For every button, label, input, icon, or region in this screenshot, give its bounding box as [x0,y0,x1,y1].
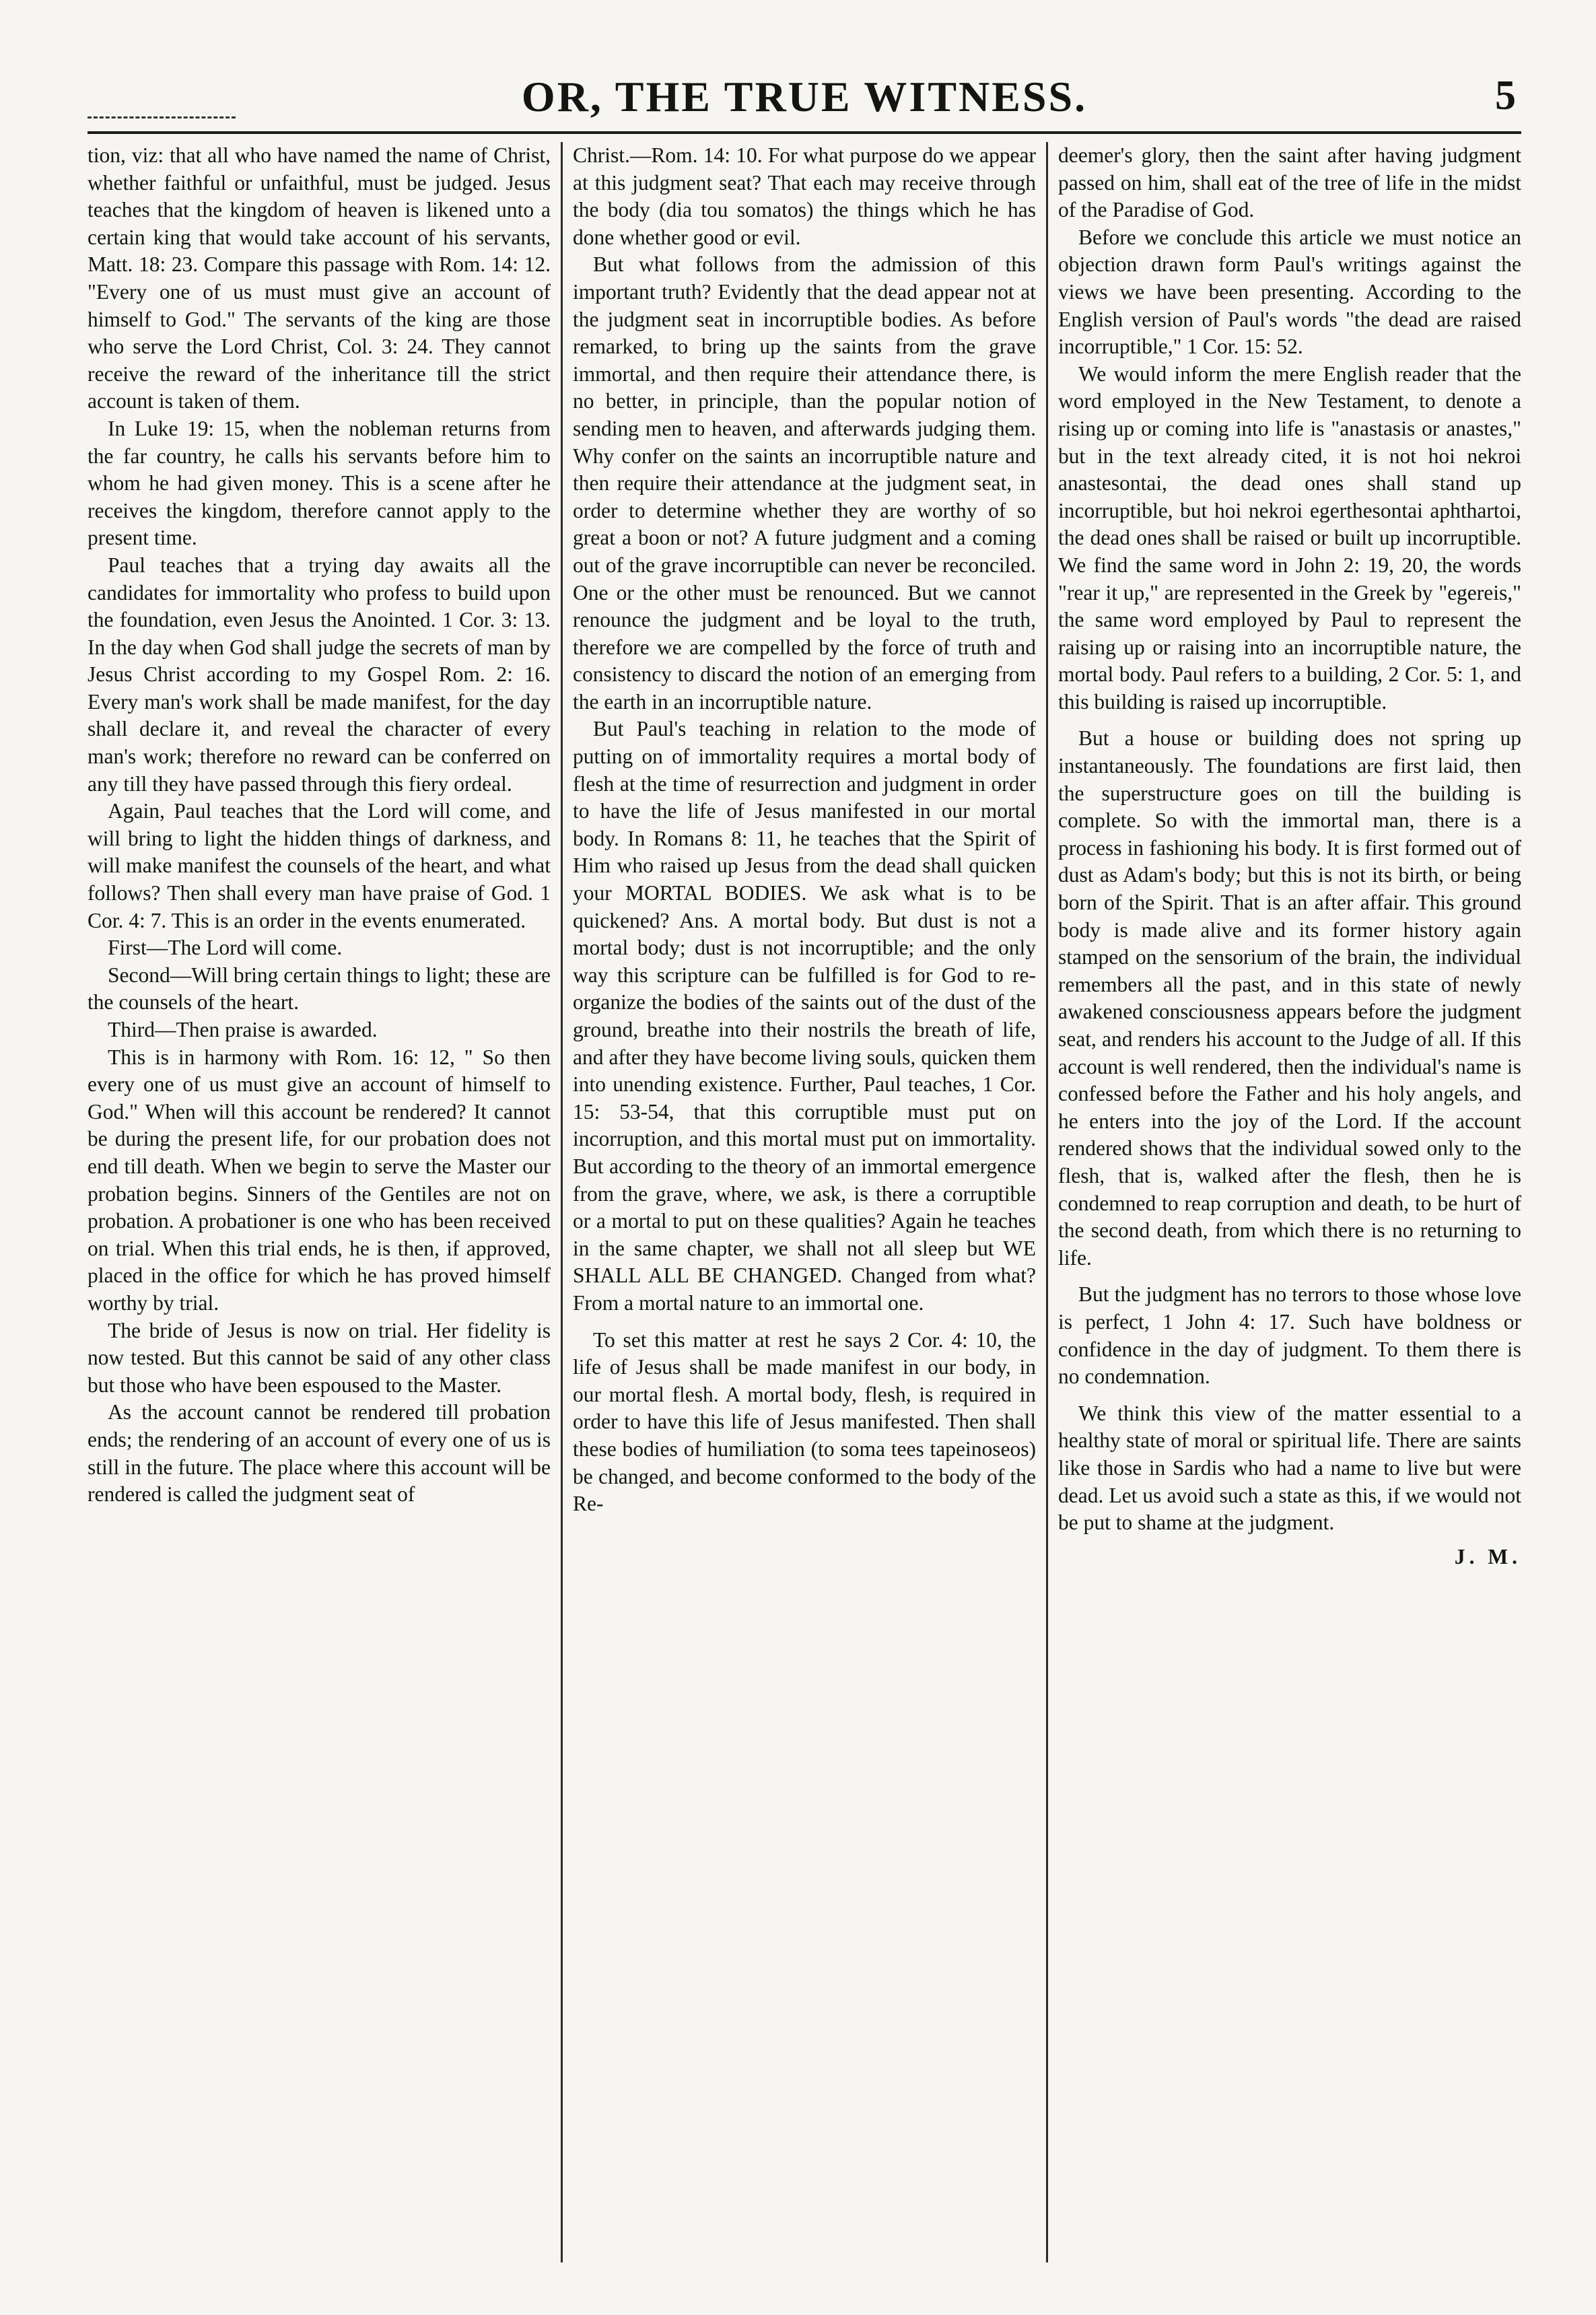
running-title: OR, THE TRUE WITNESS. [521,73,1088,120]
paragraph: In Luke 19: 15, when the nobleman returns from the far country, he calls his servants before him to whom he had given money. This is a scene after he receives the kingdom, therefore cannot apply to the present time. [88,416,551,550]
column-3 [1058,142,1521,2269]
text-columns [88,142,1521,2269]
paragraph: deemer's glory, then the saint after having judgment passed on him, shall eat of the tree of life in the midst of the Paradise of God. [1058,143,1521,222]
paragraph: Third—Then praise is awarded. [108,1018,378,1041]
paragraph: Second—Will bring certain things to light; these are the counsels of the heart. [88,963,551,1014]
paragraph: We think this view of the matter essential to a healthy state of moral or spiritual life. There are saints like those in Sardis who had a name to live but were dead. Let us avoid such a state as this, if we would not be put to shame at the judgment. [1058,1401,1521,1535]
column-1 [88,142,551,2269]
paragraph: Christ.—Rom. 14: 10. For what purpose do we appear at this judgment seat? That each may receive through the body (dia tou somatos) the things which he has done whether good or evil. [573,143,1036,249]
newspaper-page [88,64,1521,2272]
paragraph: The bride of Jesus is now on trial. Her fidelity is now tested. But this cannot be said of any other class but those who have been espoused to the Master. [88,1318,551,1397]
column-rule [1046,142,1048,2262]
paragraph: But Paul's teaching in relation to the mode of putting on of immortality requires a mortal body of flesh at the time of resurrection and judgment in order to have the life of Jesus manifested in our mortal body. In Romans 8: 11, he teaches that the Spirit of Him who raised up Jesus from the dead shall quicken your MORTAL BODIES. We ask what is to be quickened? Ans. A mortal body. But dust is not a mortal body; dust is not incorruptible; and the only way this scripture can be fulfilled is for God to re-organize the bodies of the saints out of the dust of the ground, breathe into their nostrils the breath of life, and after they have become living souls, quicken them into unending existence. Further, Paul teaches, 1 Cor. 15: 53-54, that this corruptible must put on incorruption, and this mortal must put on immortality. But according to the theory of an immortal emergence from the grave, where, we ask, is there a corruptible or a mortal to put on these qualities? Again he teaches in the same chapter, we shall not all sleep but WE SHALL ALL BE CHANGED. Changed from what? From a mortal nature to an immortal one. [573,717,1036,1315]
paragraph: tion, viz: that all who have named the name of Christ, whether faithful or unfaithful, must be judged. Jesus teaches that the kingdom of heaven is likened unto a certain king that would take account of his servants, Matt. 18: 23. Compare this passage with Rom. 14: 12. "Every one of us must must give an account of himself to God." The servants of the king are those who serve the Lord Christ, Col. 3: 24. They cannot receive the reward of the inheritance till the strict account is taken of them. [88,143,551,413]
paragraph: As the account cannot be rendered till probation ends; the rendering of an account of every one of us is still in the future. The place where this account will be rendered is called the judgment seat of [88,1400,551,1507]
column-2 [573,142,1036,2269]
paragraph: To set this matter at rest he says 2 Cor. 4: 10, the life of Jesus shall be made manifest in our body, in our mortal flesh. A mortal body, flesh, is required in order to have this life of Jesus manifested. Then shall these bodies of humiliation (to soma tees tapeinoseos) be changed, and become conformed to the body of the Re- [573,1327,1036,1516]
paragraph: But a house or building does not spring up instantaneously. The foundations are first laid, then the superstructure goes on till the building is complete. So with the immortal man, there is a process in fashioning his body. It is first formed out of dust as Adam's body; but this is not its birth, or being born of the Spirit. That is an after affair. This ground body is made alive and its former history again stamped on the sensorium of the brain, the individual remembers all the past, and in this state of newly awakened consciousness appears before the judgment seat, and renders his account to the Judge of all. If this account is well rendered, then the individual's name is confessed before the Father and his holy angels, and he enters into the joy of the Lord. If the account rendered shows that the individual sowed only to the flesh, that is, walked after the flesh, then he is condemned to reap corruption and death, to be hurt of the second death, from which there is no returning to life. [1058,726,1521,1270]
paragraph: First—The Lord will come. [108,936,343,960]
paragraph: Before we conclude this article we must notice an objection drawn form Paul's writings against the views we have been presenting. According to the English version of Paul's words "the dead are raised incorruptible," 1 Cor. 15: 52. [1058,225,1521,359]
paragraph: Again, Paul teaches that the Lord will come, and will bring to light the hidden things of darkness, and will make manifest the counsels of the heart, and what follows? Then shall every man have praise of God. 1 Cor. 4: 7. This is an order in the events enumerated. [88,799,551,932]
paragraph: But the judgment has no terrors to those whose love is perfect, 1 John 4: 17. Such have boldness or confidence in the day of judgment. To them there is no condemnation. [1058,1282,1521,1389]
paragraph: Paul teaches that a trying day awaits all the candidates for immortality who profess to build upon the foundation, even Jesus the Anointed. 1 Cor. 3: 13. In the day when God shall judge the secrets of man by Jesus Christ according to my Gospel Rom. 2: 16. Every man's work shall be made manifest, for the day shall declare it, and reveal the character of every man's work; therefore no reward can be conferred on any till they have passed through this fiery ordeal. [88,553,551,796]
paragraph: We would inform the mere English reader that the word employed in the New Testament, to denote a rising up or coming into life is "anastasis or anastes," but in the text already cited, it is not hoi nekroi anastesontai, the dead ones shall stand up incorruptible, but hoi nekroi egerthesontai aphthartoi, the dead ones shall be raised or built up incorruptible. We find the same word in John 2: 19, 20, the words "rear it up," are represented in the Greek by "egereis," the same word employed by Paul to represent the raising up or raising into an incorruptible nature, the mortal body. Paul refers to a building, 2 Cor. 5: 1, and this building is raised up incorruptible. [1058,361,1521,714]
author-signature: J. M. [1454,1544,1521,1568]
paragraph: But what follows from the admission of this important truth? Evidently that the dead appear not at the judgment seat in incorruptible bodies. As before remarked, to bring up the saints from the grave immortal, and then require their attendance there, is no better, in principle, than the popular notion of sending men to heaven, and afterwards judging them. Why confer on the saints an incorruptible nature and then require their attendance at the judgment seat, in order to determine whether they are worthy of so great a boon or not? A future judgment and a coming out of the grave incorruptible can never be reconciled. One or the other must be renounced. But we cannot renounce the judgment and be loyal to the truth, therefore we are compelled by the force of truth and consistency to discard the notion of an emerging from the earth in an incorruptible nature. [573,252,1036,714]
paragraph: This is in harmony with Rom. 16: 12, " So then every one of us must give an account of himself to God." When will this account be rendered? It cannot be during the present life, for our probation does not end till death. When we begin to serve the Master our probation begins. Sinners of the Gentiles are not on probation. A probationer is one who has been received on trial. When this trial ends, he is then, if approved, placed in the office for which he has proved himself worthy by trial. [88,1045,551,1315]
column-rule [561,142,563,2262]
page-number: 5 [1495,73,1516,118]
page-header [88,64,1521,134]
